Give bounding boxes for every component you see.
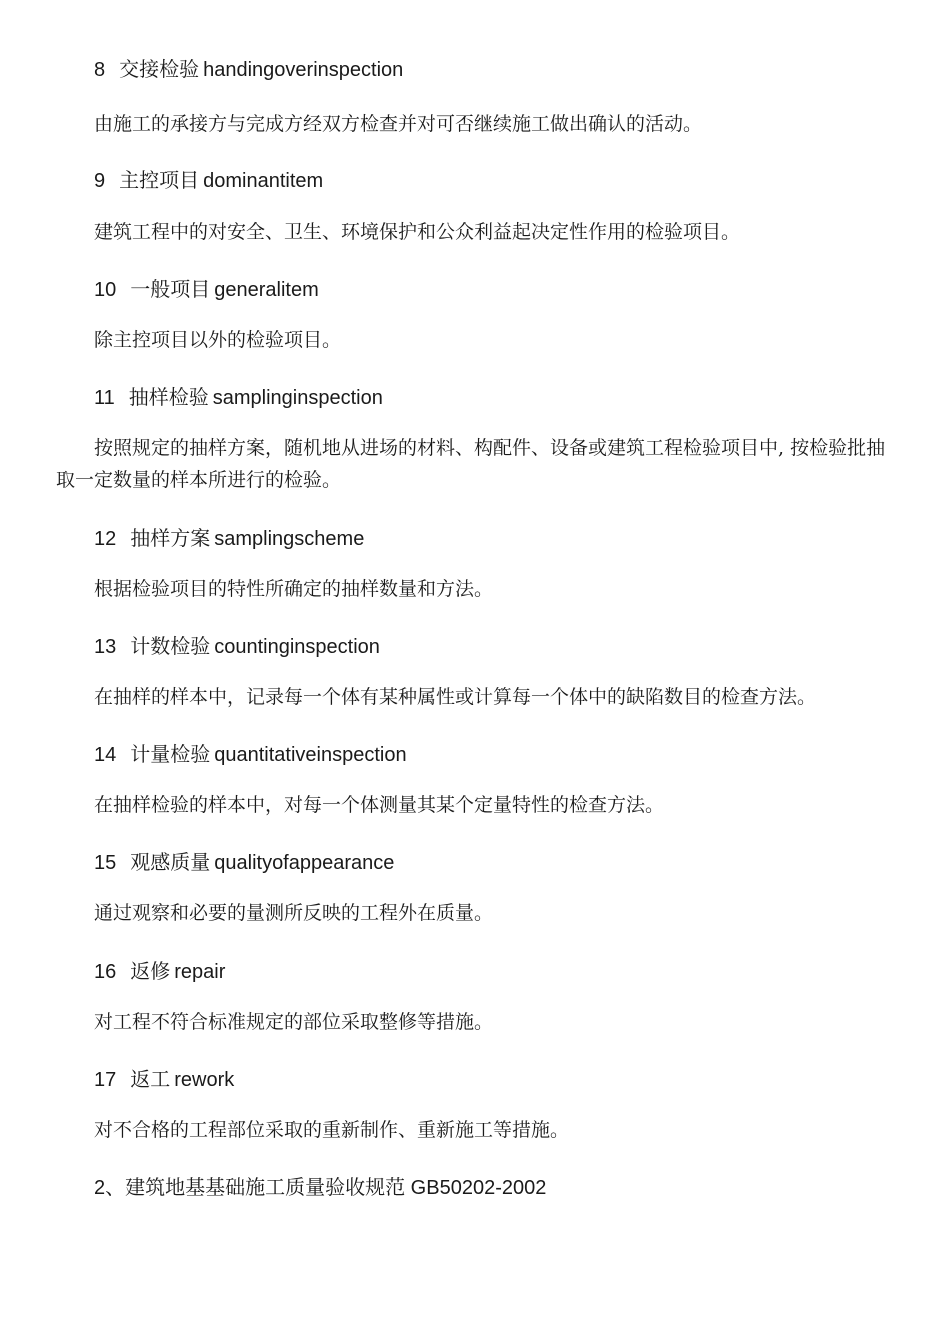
term-number: 17 [94,1069,117,1091]
term-number: 13 [94,636,117,658]
term-heading [94,958,225,985]
term-chinese: 主控项目 [119,168,200,192]
term-english: repair [174,961,226,983]
term-chinese: 交接检验 [119,57,200,81]
term-english: dominantitem [203,170,324,192]
term-heading [94,56,403,83]
term-number: 8 [94,59,106,81]
term-number: 10 [94,279,117,301]
term-chinese: 计量检验 [130,742,211,766]
term-heading [94,525,364,552]
term-number: 12 [94,528,117,550]
term-chinese: 抽样检验 [128,385,209,409]
term-definition: 除主控项目以外的检验项目。 [94,329,342,351]
term-heading [94,849,394,876]
term-chinese: 观感质量 [130,850,211,874]
term-definition: 在抽样检验的样本中，对每一个体测量其某个定量特性的检查方法。 [94,794,665,816]
term-definition: 在抽样的样本中，记录每一个体有某种属性或计算每一个体中的缺陷数目的检查方法。 [94,686,817,708]
term-chinese: 抽样方案 [130,526,211,550]
term-definition: 对不合格的工程部位采取的重新制作、重新施工等措施。 [94,1119,570,1141]
term-heading [94,633,380,660]
term-english: samplingscheme [214,528,365,550]
term-heading [94,276,319,303]
term-english: countinginspection [214,636,380,658]
term-number: 11 [94,387,115,409]
term-chinese: 计数检验 [130,634,211,658]
term-chinese: 返工 [130,1067,171,1091]
term-number: 16 [94,961,117,983]
term-english: samplinginspection [212,387,383,409]
term-english: handingoverinspection [203,59,404,81]
term-definition: 按照规定的抽样方案，随机地从进场的材料、构配件、设备或建筑工程检验项目中, 按检验批抽取一定数量的样本所进行的检验。 [56,437,886,491]
term-chinese: 一般项目 [130,277,211,301]
term-heading [94,741,407,768]
term-definition: 通过观察和必要的量测所反映的工程外在质量。 [94,902,494,924]
term-definition: 根据检验项目的特性所确定的抽样数量和方法。 [94,578,494,600]
term-chinese: 返修 [130,959,171,983]
term-heading [94,167,323,194]
term-definition: 建筑工程中的对安全、卫生、环境保护和公众利益起决定性作用的检验项目。 [94,221,741,243]
term-definition: 由施工的承接方与完成方经双方检查并对可否继续施工做出确认的活动。 [94,113,703,135]
section-heading: 2、建筑地基基础施工质量验收规范 GB50202-2002 [94,1177,547,1199]
term-english: generalitem [214,279,319,301]
term-english: rework [174,1069,235,1091]
term-number: 9 [94,170,106,192]
term-number: 15 [94,852,117,874]
term-english: qualityofappearance [214,852,395,874]
term-english: quantitativeinspection [214,744,407,766]
term-heading [94,384,383,411]
term-number: 14 [94,744,117,766]
term-definition: 对工程不符合标准规定的部位采取整修等措施。 [94,1011,494,1033]
term-heading [94,1066,234,1093]
